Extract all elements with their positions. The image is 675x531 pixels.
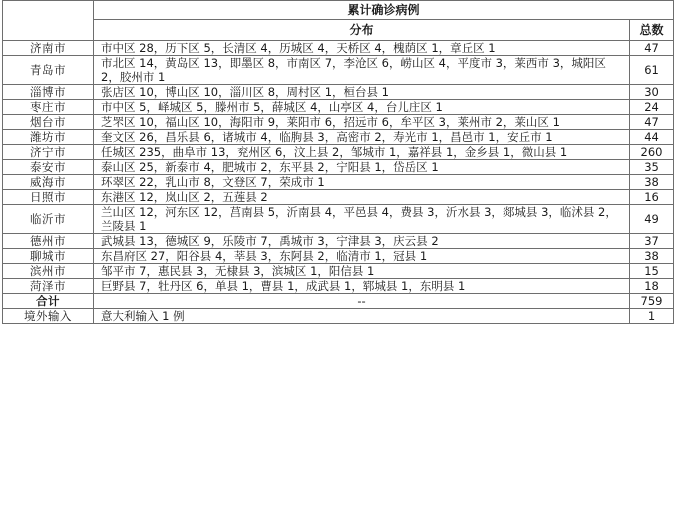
imported-row xyxy=(3,309,674,324)
table-row xyxy=(3,264,674,279)
table-row xyxy=(3,279,674,294)
table-row xyxy=(3,160,674,175)
distribution-cell: 芝罘区 10，福山区 10，海阳市 9，莱阳市 6，招远市 6，牟平区 3，莱州市 2，莱山区 1 xyxy=(94,115,630,130)
distribution-cell: 张店区 10，博山区 10，淄川区 8，周村区 1，桓台县 1 xyxy=(94,85,630,100)
table-row xyxy=(3,190,674,205)
distribution-cell: 邹平市 7，惠民县 3，无棣县 3，滨城区 1，阳信县 1 xyxy=(94,264,630,279)
header-corner-cell xyxy=(3,1,94,41)
city-cell: 枣庄市 xyxy=(3,100,94,115)
distribution-cell: 市中区 28，历下区 5，长清区 4，历城区 4，天桥区 4，槐荫区 1，章丘区 1 xyxy=(94,41,630,56)
distribution-cell: 兰山区 12，河东区 12，莒南县 5，沂南县 4，平邑县 4，费县 3，沂水县 3，郯城县 3，临沭县 2，兰陵县 1 xyxy=(94,205,630,234)
summary-total: 759 xyxy=(630,294,674,309)
imported-total: 1 xyxy=(630,309,674,324)
distribution-cell: 东昌府区 27，阳谷县 4，莘县 3，东阿县 2，临清市 1，冠县 1 xyxy=(94,249,630,264)
total-cell: 38 xyxy=(630,249,674,264)
city-cell: 威海市 xyxy=(3,175,94,190)
table-row xyxy=(3,145,674,160)
confirmed-cases-table xyxy=(2,0,674,324)
table-row xyxy=(3,130,674,145)
total-cell: 16 xyxy=(630,190,674,205)
city-cell: 青岛市 xyxy=(3,56,94,85)
table-row xyxy=(3,100,674,115)
distribution-cell: 武城县 13，德城区 9，乐陵市 7，禹城市 3，宁津县 3，庆云县 2 xyxy=(94,234,630,249)
city-cell: 泰安市 xyxy=(3,160,94,175)
imported-label: 境外输入 xyxy=(3,309,94,324)
city-cell: 临沂市 xyxy=(3,205,94,234)
distribution-cell: 市中区 5，峄城区 5，滕州市 5，薛城区 4，山亭区 4，台儿庄区 1 xyxy=(94,100,630,115)
header-row-group xyxy=(3,1,674,20)
header-distribution: 分布 xyxy=(94,20,630,41)
total-cell: 18 xyxy=(630,279,674,294)
distribution-cell: 市北区 14，黄岛区 13，即墨区 8，市南区 7，李沧区 6，崂山区 4，平度市 3，莱西市 3，城阳区 2，胶州市 1 xyxy=(94,56,630,85)
total-cell: 24 xyxy=(630,100,674,115)
table-row xyxy=(3,205,674,234)
total-cell: 15 xyxy=(630,264,674,279)
city-cell: 日照市 xyxy=(3,190,94,205)
total-cell: 47 xyxy=(630,115,674,130)
city-cell: 潍坊市 xyxy=(3,130,94,145)
total-cell: 260 xyxy=(630,145,674,160)
distribution-cell: 环翠区 22，乳山市 8，文登区 7，荣成市 1 xyxy=(94,175,630,190)
table-row xyxy=(3,41,674,56)
total-cell: 38 xyxy=(630,175,674,190)
total-cell: 30 xyxy=(630,85,674,100)
table-row xyxy=(3,56,674,85)
city-cell: 淄博市 xyxy=(3,85,94,100)
summary-distribution: -- xyxy=(94,294,630,309)
city-cell: 菏泽市 xyxy=(3,279,94,294)
cases-table-container xyxy=(2,0,673,324)
city-cell: 德州市 xyxy=(3,234,94,249)
distribution-cell: 任城区 235，曲阜市 13，兖州区 6，汶上县 2，邹城市 1，嘉祥县 1，金乡县 1，微山县 1 xyxy=(94,145,630,160)
total-cell: 37 xyxy=(630,234,674,249)
distribution-cell: 奎文区 26，昌乐县 6，诸城市 4，临朐县 3，高密市 2，寿光市 1，昌邑市 1，安丘市 1 xyxy=(94,130,630,145)
header-group-title: 累计确诊病例 xyxy=(94,1,674,20)
total-cell: 47 xyxy=(630,41,674,56)
header-total: 总数 xyxy=(630,20,674,41)
total-cell: 44 xyxy=(630,130,674,145)
table-row xyxy=(3,249,674,264)
summary-label: 合计 xyxy=(3,294,94,309)
table-row xyxy=(3,234,674,249)
summary-row xyxy=(3,294,674,309)
city-cell: 聊城市 xyxy=(3,249,94,264)
table-row xyxy=(3,115,674,130)
total-cell: 35 xyxy=(630,160,674,175)
table-row xyxy=(3,85,674,100)
distribution-cell: 东港区 12，岚山区 2，五莲县 2 xyxy=(94,190,630,205)
distribution-cell: 巨野县 7，牡丹区 6，单县 1，曹县 1，成武县 1，郓城县 1，东明县 1 xyxy=(94,279,630,294)
city-cell: 滨州市 xyxy=(3,264,94,279)
total-cell: 49 xyxy=(630,205,674,234)
city-cell: 济宁市 xyxy=(3,145,94,160)
city-cell: 烟台市 xyxy=(3,115,94,130)
total-cell: 61 xyxy=(630,56,674,85)
distribution-cell: 泰山区 25，新泰市 4，肥城市 2，东平县 2，宁阳县 1，岱岳区 1 xyxy=(94,160,630,175)
imported-distribution: 意大利输入 1 例 xyxy=(94,309,630,324)
header-row-columns xyxy=(3,20,674,41)
city-cell: 济南市 xyxy=(3,41,94,56)
table-row xyxy=(3,175,674,190)
